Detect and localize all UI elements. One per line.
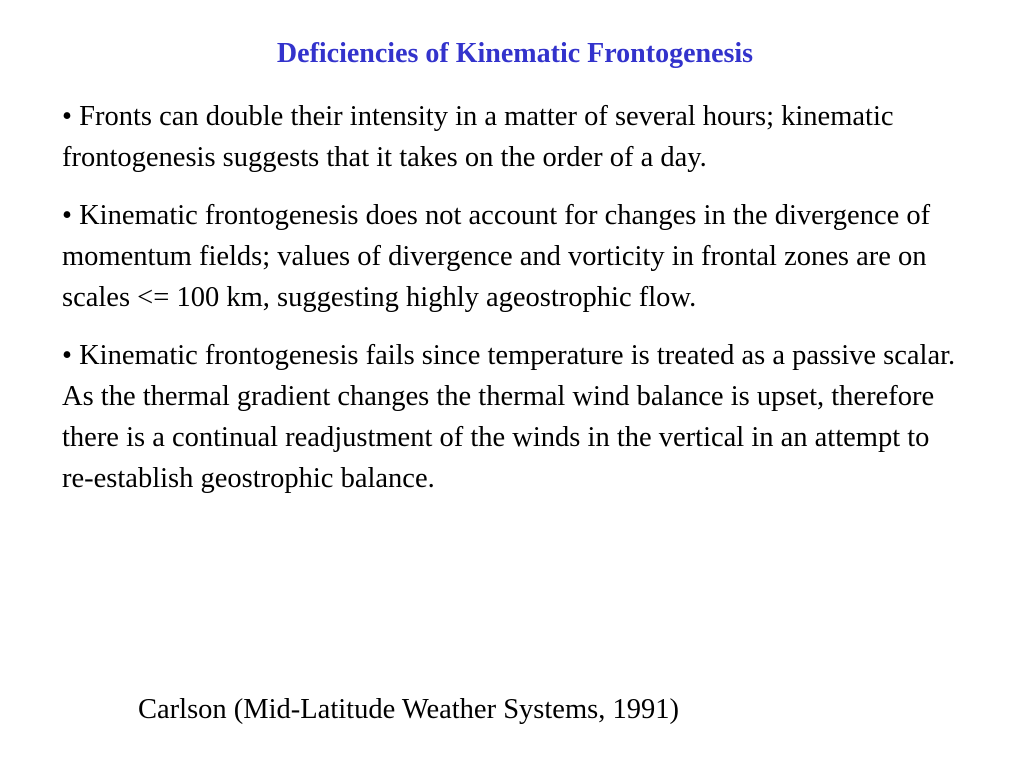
bullet-item-2: • Kinematic frontogenesis does not account for changes in the divergence of momentum fields; values of divergence and vorticity in frontal zones are on scales <= 100 km, suggesting highly ageostrophic flow. bbox=[62, 200, 938, 313]
slide-title: Deficiencies of Kinematic Frontogenesis bbox=[276, 38, 754, 69]
citation: Carlson (Mid-Latitude Weather Systems, 1991) bbox=[138, 694, 679, 725]
bullet-item-3: • Kinematic frontogenesis fails since temperature is treated as a passive scalar. As the thermal gradient changes the thermal wind balance is upset, therefore there is a continual readjustment of the winds in the vertical in an attempt to re-establish geostrophic balance. bbox=[62, 340, 968, 494]
bullet-list bbox=[62, 96, 967, 516]
bullet-item-1: • Fronts can double their intensity in a matter of several hours; kinematic frontogenesis suggests that it takes on the order of a day. bbox=[62, 101, 901, 173]
